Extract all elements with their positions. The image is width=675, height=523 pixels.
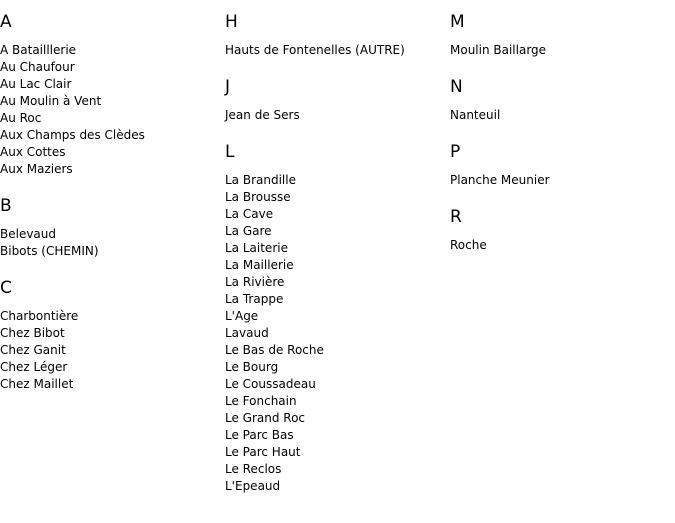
place-link[interactable]: Planche Meunier — [450, 173, 550, 187]
place-list — [0, 42, 225, 178]
place-link[interactable]: La Brandille — [225, 173, 296, 187]
section-letter-heading: A — [0, 12, 12, 32]
section-letter-heading: B — [0, 196, 12, 216]
place-list — [225, 107, 450, 124]
place-link[interactable]: Le Grand Roc — [225, 411, 306, 425]
place-link[interactable]: Aux Champs des Clèdes — [0, 128, 145, 142]
place-link[interactable]: Charbontière — [0, 309, 79, 323]
letter-section — [225, 142, 450, 495]
place-link[interactable]: La Brousse — [225, 190, 291, 204]
place-list — [0, 226, 225, 260]
place-link[interactable]: Le Fonchain — [225, 394, 297, 408]
place-link[interactable]: Aux Cottes — [0, 145, 66, 159]
place-link[interactable]: Le Parc Haut — [225, 445, 301, 459]
section-letter-heading: C — [0, 278, 12, 298]
place-list — [225, 172, 450, 495]
letter-section — [0, 12, 225, 178]
place-link[interactable]: Au Lac Clair — [0, 77, 72, 91]
place-link[interactable]: Moulin Baillarge — [450, 43, 547, 57]
place-link[interactable]: L'Epeaud — [225, 479, 281, 493]
place-link[interactable]: Le Coussadeau — [225, 377, 316, 391]
place-link[interactable]: La Trappe — [225, 292, 284, 306]
place-list — [450, 42, 675, 59]
index-column — [450, 0, 675, 254]
letter-section — [0, 278, 225, 393]
section-letter-heading: J — [225, 77, 231, 97]
letter-section — [0, 196, 225, 260]
section-letter-heading: M — [450, 12, 465, 32]
letter-section — [450, 77, 675, 124]
section-letter-heading: L — [225, 142, 235, 162]
letter-section — [450, 12, 675, 59]
section-letter-heading: R — [450, 207, 462, 227]
place-link[interactable]: Belevaud — [0, 227, 57, 241]
index-column — [225, 0, 450, 495]
place-list — [450, 172, 675, 189]
place-list — [450, 237, 675, 254]
letter-section — [450, 142, 675, 189]
place-link[interactable]: La Cave — [225, 207, 274, 221]
place-link[interactable]: Hauts de Fontenelles (AUTRE) — [225, 43, 405, 57]
place-link[interactable]: Roche — [450, 238, 487, 252]
place-link[interactable]: La Rivière — [225, 275, 285, 289]
place-link[interactable]: Le Bourg — [225, 360, 279, 374]
place-link[interactable]: Le Bas de Roche — [225, 343, 324, 357]
place-list — [225, 42, 450, 59]
index-column — [0, 0, 225, 393]
place-link[interactable]: Au Roc — [0, 111, 42, 125]
place-link[interactable]: Jean de Sers — [225, 108, 300, 122]
place-link[interactable]: Lavaud — [225, 326, 269, 340]
letter-section — [450, 207, 675, 254]
place-link[interactable]: L'Age — [225, 309, 259, 323]
place-link[interactable]: Chez Ganit — [0, 343, 66, 357]
place-list — [0, 308, 225, 393]
place-link[interactable]: La Gare — [225, 224, 272, 238]
section-letter-heading: P — [450, 142, 461, 162]
place-link[interactable]: Chez Bibot — [0, 326, 65, 340]
letter-section — [225, 12, 450, 59]
place-link[interactable]: Bibots (CHEMIN) — [0, 244, 99, 258]
place-list — [450, 107, 675, 124]
place-link[interactable]: Le Parc Bas — [225, 428, 294, 442]
letter-section — [225, 77, 450, 124]
place-link[interactable]: La Maillerie — [225, 258, 294, 272]
section-letter-heading: N — [450, 77, 463, 97]
place-link[interactable]: Chez Maillet — [0, 377, 74, 391]
place-link[interactable]: Le Reclos — [225, 462, 282, 476]
place-link[interactable]: Au Moulin à Vent — [0, 94, 102, 108]
place-link[interactable]: Nanteuil — [450, 108, 501, 122]
place-link[interactable]: Aux Maziers — [0, 162, 73, 176]
place-link[interactable]: A Batailllerie — [0, 43, 77, 57]
section-letter-heading: H — [225, 12, 238, 32]
place-link[interactable]: Chez Léger — [0, 360, 68, 374]
place-link[interactable]: Au Chaufour — [0, 60, 75, 74]
place-link[interactable]: La Laiterie — [225, 241, 288, 255]
